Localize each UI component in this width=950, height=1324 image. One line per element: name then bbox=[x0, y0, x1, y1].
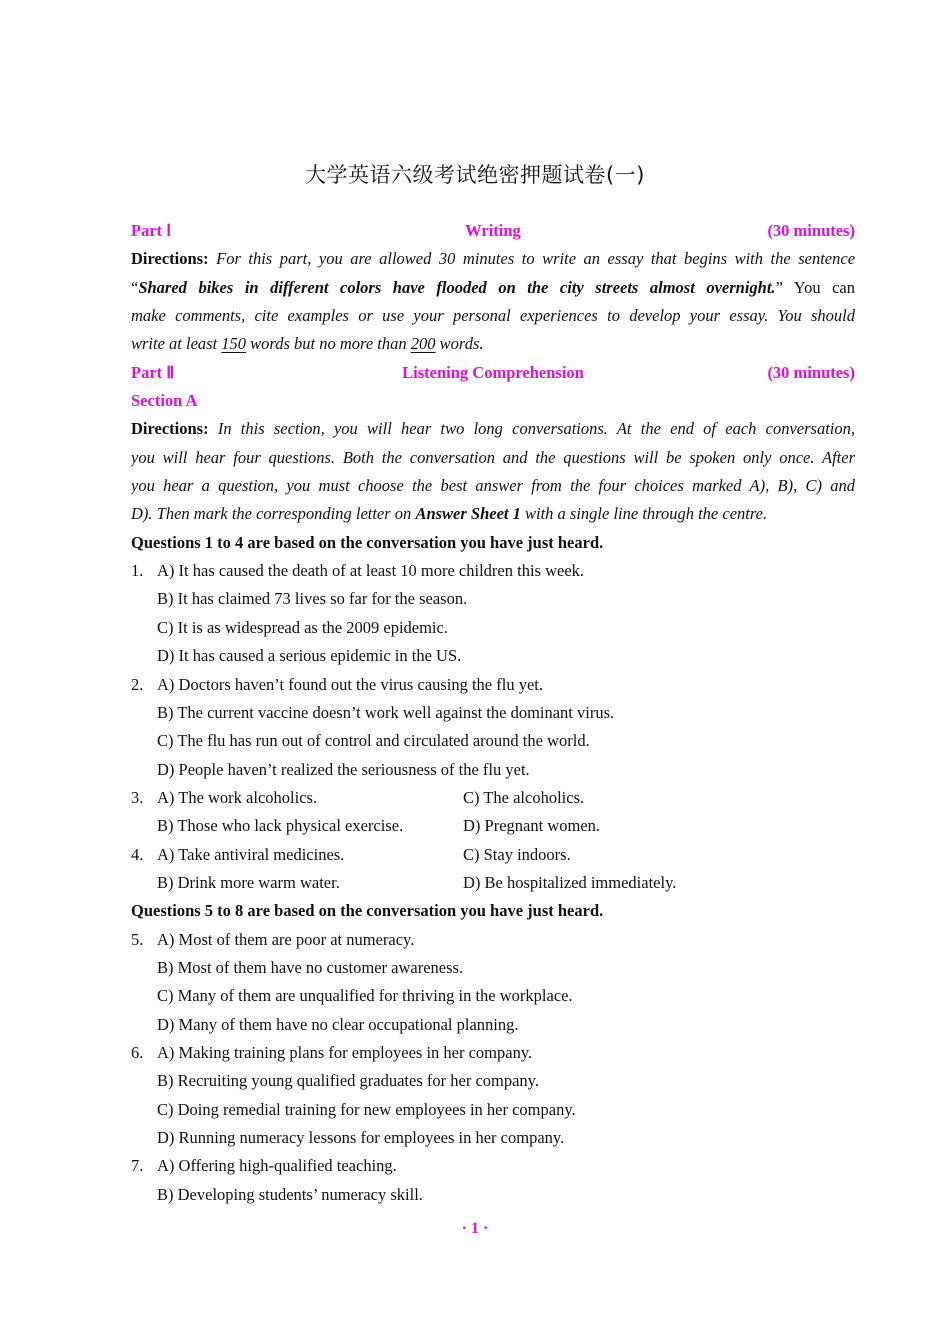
part1-header bbox=[131, 217, 855, 245]
option-a: A) Most of them are poor at numeracy. bbox=[157, 929, 415, 949]
section-label: Section A bbox=[131, 391, 198, 411]
question-number: 5. bbox=[131, 929, 144, 949]
option-c: C) Stay indoors. bbox=[463, 844, 571, 864]
question-2-c bbox=[131, 727, 855, 755]
part-name: Writing bbox=[465, 221, 521, 240]
directions-line bbox=[131, 472, 855, 500]
directions-line bbox=[131, 330, 855, 358]
question-6 bbox=[131, 1039, 855, 1067]
option-c: C) Doing remedial training for new employees in her company. bbox=[157, 1099, 576, 1119]
question-7-b bbox=[131, 1181, 855, 1209]
directions-label: Directions: bbox=[131, 419, 209, 439]
exam-body bbox=[131, 217, 855, 1209]
max-words: 200 bbox=[410, 334, 436, 354]
min-words: 150 bbox=[221, 334, 247, 354]
directions-text: you hear a question, you must choose the best answer from the four choices marked A), B), C) and bbox=[131, 476, 855, 496]
option-d: D) Running numeracy lessons for employees in her company. bbox=[157, 1128, 565, 1147]
question-1-d bbox=[131, 642, 855, 670]
question-number: 4. bbox=[131, 844, 144, 864]
question-number: 7. bbox=[131, 1156, 144, 1176]
directions-text: you will hear four questions. Both the conversation and the questions will be spoken only once. After bbox=[131, 447, 855, 467]
question-6-d bbox=[131, 1124, 855, 1152]
question-group-heading: Questions 5 to 8 are based on the conversation you have just heard. bbox=[131, 901, 604, 921]
option-b: B) Those who lack physical exercise. bbox=[157, 816, 404, 836]
question-number: 1. bbox=[131, 561, 144, 581]
question-5-c bbox=[131, 982, 855, 1010]
directions-text: words. bbox=[439, 334, 484, 354]
option-c: C) The flu has run out of control and circulated around the world. bbox=[157, 731, 590, 751]
question-1 bbox=[131, 557, 855, 585]
part-time: (30 minutes) bbox=[767, 362, 855, 382]
option-c: C) It is as widespread as the 2009 epidemic. bbox=[157, 617, 448, 637]
directions-line bbox=[131, 245, 855, 273]
question-number: 6. bbox=[131, 1042, 144, 1062]
question-3 bbox=[131, 784, 855, 812]
directions-text: make comments, cite examples or use your personal experiences to develop your essay. You should bbox=[131, 306, 855, 326]
question-4-bd bbox=[131, 869, 855, 897]
directions-text: D). Then mark the corresponding letter on bbox=[131, 504, 412, 524]
directions-line bbox=[131, 415, 855, 443]
question-4 bbox=[131, 841, 855, 869]
option-c: C) The alcoholics. bbox=[463, 787, 585, 807]
question-number: 2. bbox=[131, 674, 144, 694]
directions-text: with a single line through the centre. bbox=[525, 504, 768, 524]
option-a: A) It has caused the death of at least 10 more children this week. bbox=[157, 561, 585, 581]
directions-text: For this part, you are allowed 30 minutes to write an essay that begins with the sentence bbox=[216, 249, 855, 269]
question-number: 3. bbox=[131, 787, 144, 807]
option-a: A) Doctors haven’t found out the virus causing the flu yet. bbox=[157, 674, 543, 694]
question-2-d bbox=[131, 756, 855, 784]
option-d: D) Many of them have no clear occupational planning. bbox=[157, 1014, 519, 1034]
quote-mark: “ bbox=[131, 277, 139, 297]
directions-line bbox=[131, 274, 855, 302]
option-b: B) Developing students’ numeracy skill. bbox=[157, 1184, 423, 1204]
directions-text: In this section, you will hear two long conversations. At the end of each conversation, bbox=[217, 419, 855, 439]
option-d: D) Be hospitalized immediately. bbox=[463, 872, 677, 892]
directions-text: ” You can bbox=[775, 277, 855, 297]
option-c: C) Many of them are unqualified for thriving in the workplace. bbox=[157, 986, 573, 1006]
question-1-c bbox=[131, 614, 855, 642]
question-6-b bbox=[131, 1067, 855, 1095]
option-b: B) Drink more warm water. bbox=[157, 872, 340, 892]
option-d: D) People haven’t realized the seriousness of the flu yet. bbox=[157, 759, 530, 779]
question-5 bbox=[131, 926, 855, 954]
option-d: D) Pregnant women. bbox=[463, 816, 601, 836]
directions-line bbox=[131, 444, 855, 472]
option-a: A) The work alcoholics. bbox=[157, 787, 318, 807]
question-group-heading: Questions 1 to 4 are based on the conversation you have just heard. bbox=[131, 532, 604, 552]
part-name: Listening Comprehension bbox=[402, 362, 584, 382]
option-b: B) The current vaccine doesn’t work well against the dominant virus. bbox=[157, 702, 615, 722]
question-7 bbox=[131, 1152, 855, 1180]
option-b: B) Most of them have no customer awareness. bbox=[157, 957, 464, 977]
question-5-b bbox=[131, 954, 855, 982]
question-2-b bbox=[131, 699, 855, 727]
question-3-bd bbox=[131, 812, 855, 840]
option-a: A) Take antiviral medicines. bbox=[157, 844, 345, 864]
page-number: · 1 · bbox=[461, 1220, 489, 1237]
question-2 bbox=[131, 671, 855, 699]
page-title: 大学英语六级考试绝密押题试卷(一) bbox=[305, 163, 645, 187]
option-b: B) It has claimed 73 lives so far for the season. bbox=[157, 589, 468, 609]
answer-sheet-label: Answer Sheet 1 bbox=[415, 504, 521, 524]
essay-prompt: Shared bikes in different colors have flooded on the city streets almost overnight. bbox=[138, 277, 776, 297]
question-1-b bbox=[131, 585, 855, 613]
part-label: Part Ⅰ bbox=[131, 221, 172, 240]
option-d: D) It has caused a serious epidemic in the US. bbox=[157, 646, 462, 666]
part-label: Part Ⅱ bbox=[131, 362, 175, 382]
directions-label: Directions: bbox=[131, 249, 209, 269]
directions-text: write at least bbox=[131, 334, 218, 354]
directions-line bbox=[131, 302, 855, 330]
question-6-c bbox=[131, 1096, 855, 1124]
directions-line bbox=[131, 500, 855, 528]
option-a: A) Making training plans for employees in her company. bbox=[157, 1042, 533, 1062]
option-b: B) Recruiting young qualified graduates for her company. bbox=[157, 1071, 539, 1091]
question-5-d bbox=[131, 1011, 855, 1039]
directions-text: words but no more than bbox=[250, 334, 407, 354]
part-time: (30 minutes) bbox=[767, 221, 855, 240]
option-a: A) Offering high-qualified teaching. bbox=[157, 1156, 397, 1176]
part2-header bbox=[131, 359, 855, 387]
